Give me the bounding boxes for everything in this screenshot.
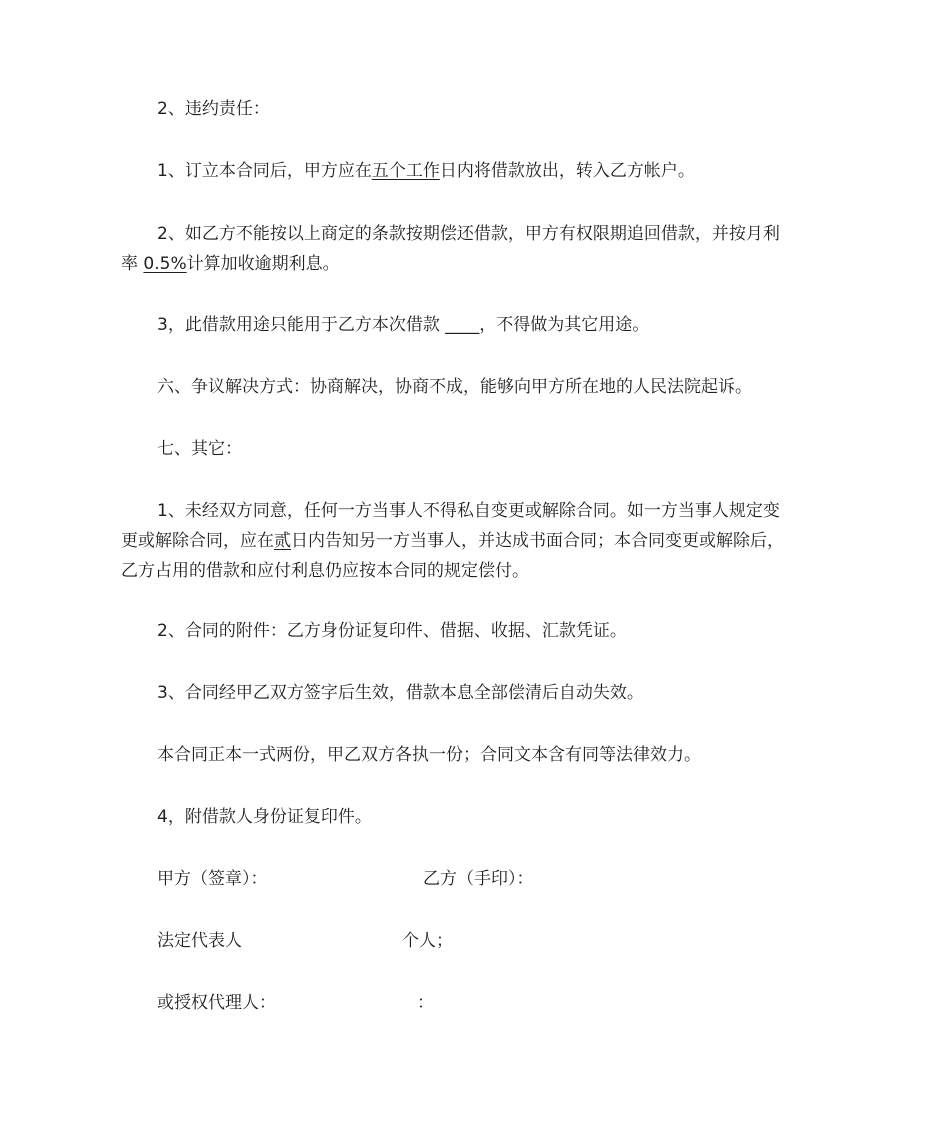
- section-other-heading: 七、其它：: [157, 439, 242, 459]
- clause-late-repayment-line1: 2、如乙方不能按以上商定的条款按期偿还借款，甲方有权限期追回借款，并按月利: [157, 224, 780, 244]
- underlined-days: 五个工作: [371, 161, 440, 181]
- clause-late-repayment-line2: 率 0.5%计算加收逾期利息。: [121, 254, 340, 274]
- authorized-agent-label: 或授权代理人：: [157, 993, 276, 1013]
- clause-effectiveness: 3、合同经甲乙双方签字后生效，借款本息全部偿清后自动失效。: [157, 683, 644, 703]
- clause-copies: 本合同正本一式两份，甲乙双方各执一份；合同文本含有同等法律效力。: [157, 745, 701, 765]
- clause-loan-purpose: 3，此借款用途只能用于乙方本次借款 ____，不得做为其它用途。: [157, 315, 650, 335]
- clause-contract-change-line3: 乙方占用的借款和应付利息仍应按本合同的规定偿付。: [121, 561, 529, 581]
- underlined-notice-days: 贰: [274, 531, 291, 551]
- authorized-agent-colon: ：: [417, 993, 434, 1013]
- clause-contract-change-line1: 1、未经双方同意，任何一方当事人不得私自变更或解除合同。如一方当事人规定变: [157, 501, 780, 521]
- clause-id-attachment: 4，附借款人身份证复印件。: [157, 807, 372, 827]
- individual-label: 个人；: [402, 931, 453, 951]
- underlined-rate: 0.5%: [143, 254, 187, 274]
- party-b-signature-label: 乙方（手印）：: [423, 869, 534, 889]
- legal-representative-label: 法定代表人: [157, 931, 242, 951]
- section-dispute-resolution: 六、争议解决方式：协商解决，协商不成，能够向甲方所在地的人民法院起诉。: [157, 377, 752, 397]
- party-a-signature-label: 甲方（签章）：: [157, 869, 268, 889]
- clause-contract-change-line2: 更或解除合同，应在贰日内告知另一方当事人，并达成书面合同；本合同变更或解除后，: [121, 531, 784, 551]
- section-breach-heading: 2、违约责任：: [157, 99, 270, 119]
- clause-late-repayment: [121, 219, 833, 279]
- clause-contract-change: [121, 496, 833, 586]
- clause-loan-release: 1、订立本合同后，甲方应在五个工作日内将借款放出，转入乙方帐户。: [157, 161, 695, 181]
- clause-attachments: 2、合同的附件：乙方身份证复印件、借据、收据、汇款凭证。: [157, 621, 627, 641]
